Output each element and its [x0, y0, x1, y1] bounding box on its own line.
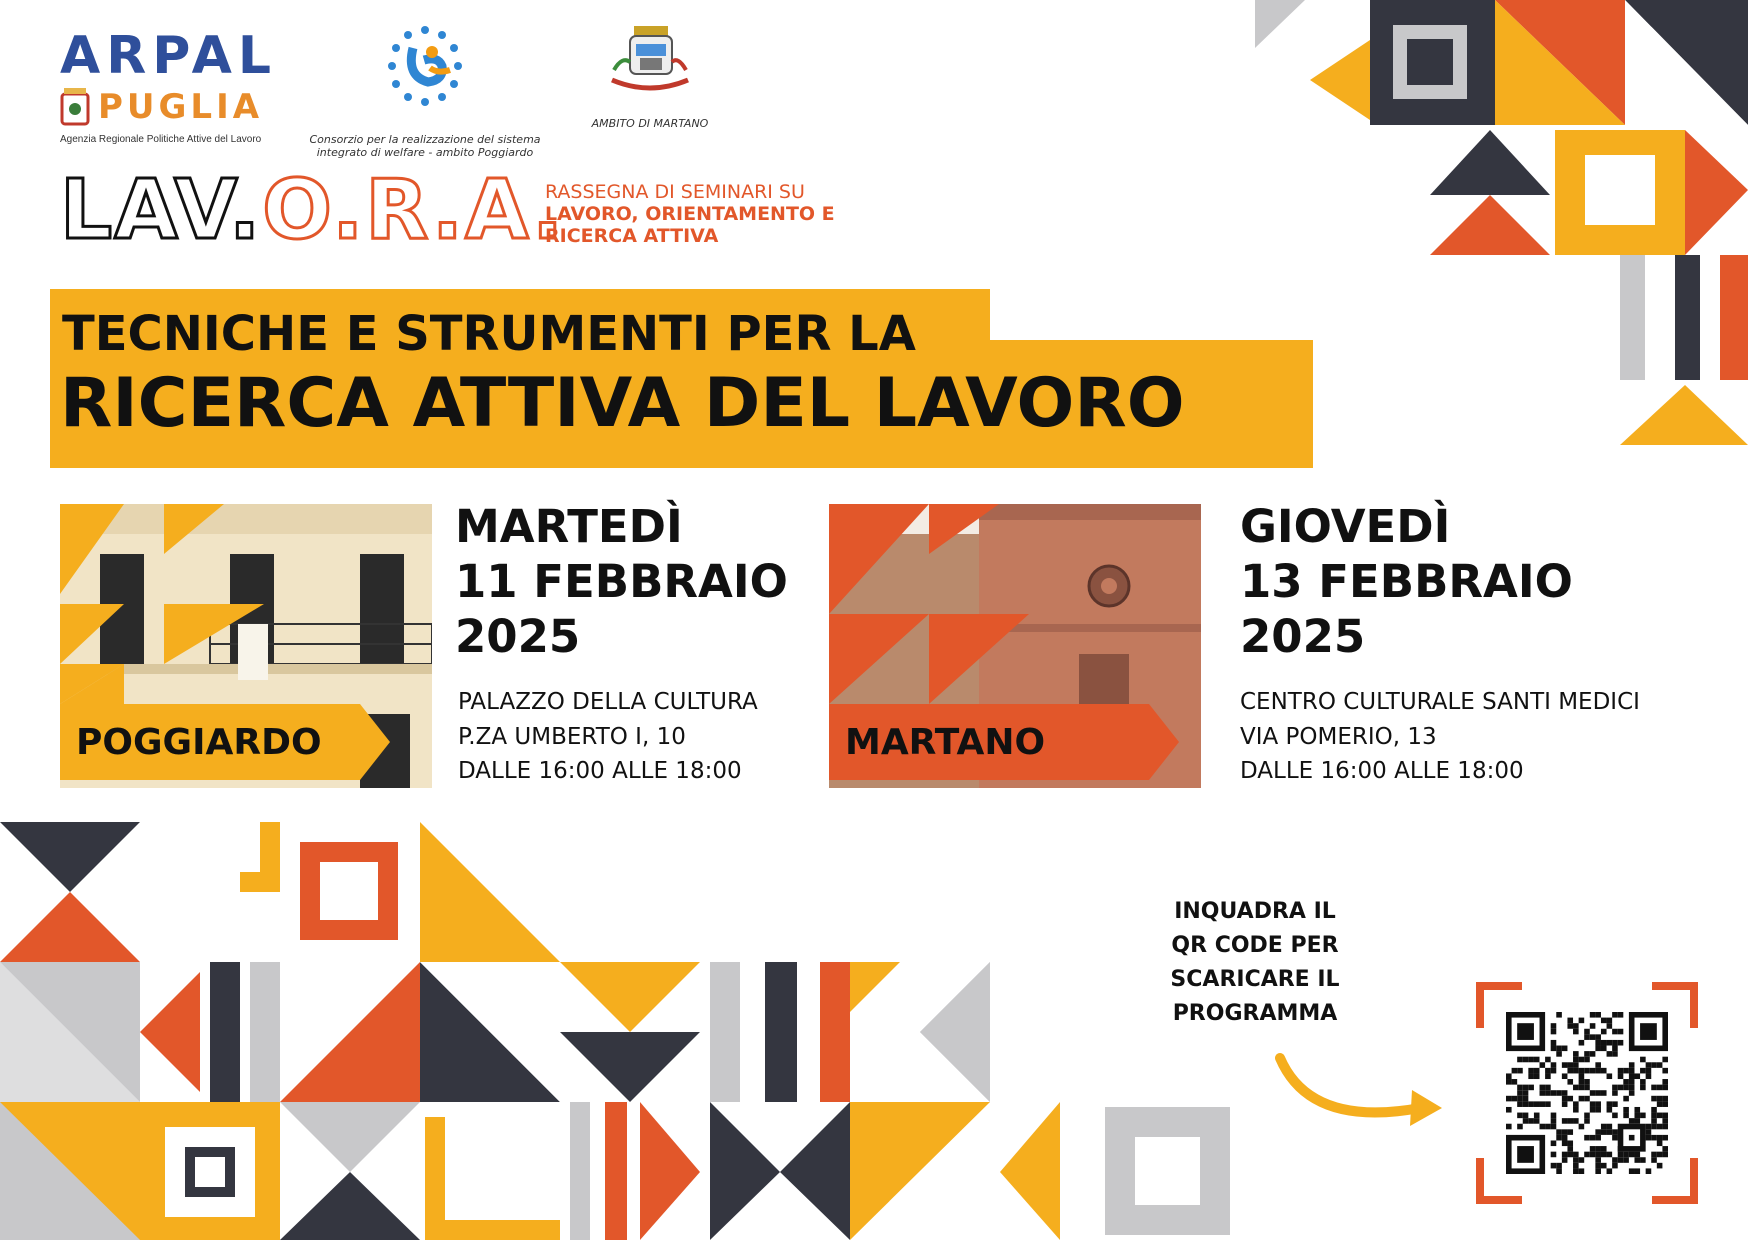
consorzio-logo: [300, 26, 550, 159]
qr-text-line2: QR CODE PER: [1171, 933, 1339, 959]
event2-day: GIOVEDÌ: [1240, 500, 1451, 553]
event1-venue-name: PALAZZO DELLA CULTURA: [458, 689, 758, 715]
martano-logo: [570, 26, 730, 131]
event1-date-text: 11 FEBBRAIO: [455, 554, 788, 608]
poggiardo-city-label: POGGIARDO: [76, 722, 322, 763]
martano-coat-of-arms-icon: [604, 26, 696, 98]
poggiardo-photo: [60, 504, 432, 788]
event2-venue-name: CENTRO CULTURALE SANTI MEDICI: [1240, 689, 1640, 715]
decoration-bottom: [0, 822, 1250, 1240]
event1-day: MARTEDÌ: [455, 500, 683, 553]
event2-date-text: 13 FEBBRAIO: [1240, 554, 1573, 608]
lavora-subtitle: [545, 182, 835, 248]
martano-photo: [829, 504, 1201, 788]
event2-date: [1240, 500, 1573, 665]
arpal-logo-text: ARPAL: [60, 26, 278, 86]
qr-text-line4: PROGRAMMA: [1172, 1001, 1338, 1027]
lavora-lav: LAV.: [60, 163, 263, 258]
page-title-line1: TECNICHE E STRUMENTI PER LA: [62, 306, 916, 362]
consorzio-emblem-icon: [380, 26, 470, 108]
event2-address: VIA POMERIO, 13: [1240, 723, 1437, 750]
event1-time: DALLE 16:00 ALLE 18:00: [458, 758, 742, 784]
consorzio-caption-line2: integrato di welfare - ambito Poggiardo: [316, 145, 534, 159]
event2-time: DALLE 16:00 ALLE 18:00: [1240, 758, 1524, 784]
event1-date: [455, 500, 788, 665]
event1-year: 2025: [455, 609, 581, 663]
page-title-line2: RICERCA ATTIVA DEL LAVORO: [60, 364, 1185, 443]
qr-instructions: [1160, 895, 1350, 1031]
qr-code[interactable]: [1476, 982, 1698, 1204]
qr-text-line1: INQUADRA IL: [1174, 899, 1336, 924]
qr-code-image[interactable]: [1506, 1012, 1668, 1174]
subtitle-line2: LAVORO, ORIENTAMENTO E: [545, 202, 835, 225]
event1-venue: [458, 685, 758, 789]
martano-city-label: MARTANO: [845, 722, 1046, 763]
consorzio-caption-line1: Consorzio per la realizzazione del sistema: [309, 133, 541, 146]
qr-text-line3: SCARICARE IL: [1170, 967, 1340, 993]
event1-address: P.ZA UMBERTO I, 10: [458, 723, 686, 750]
puglia-logo-text: PUGLIA: [98, 87, 264, 127]
arpal-puglia-logo: [60, 26, 290, 145]
lavora-ora: O.R.A.: [262, 163, 566, 258]
lavora-logo: [60, 163, 566, 258]
decoration-top-right: [1250, 0, 1748, 450]
puglia-crest-icon: [60, 88, 90, 126]
curved-arrow-icon: [1270, 1050, 1450, 1140]
subtitle-line1: RASSEGNA DI SEMINARI SU: [545, 181, 805, 203]
event2-year: 2025: [1240, 609, 1366, 663]
arpal-caption: Agenzia Regionale Politiche Attive del Lavoro: [60, 134, 262, 145]
martano-caption: AMBITO DI MARTANO: [591, 117, 709, 130]
subtitle-line3: RICERCA ATTIVA: [545, 224, 719, 247]
event2-venue: [1240, 685, 1640, 789]
